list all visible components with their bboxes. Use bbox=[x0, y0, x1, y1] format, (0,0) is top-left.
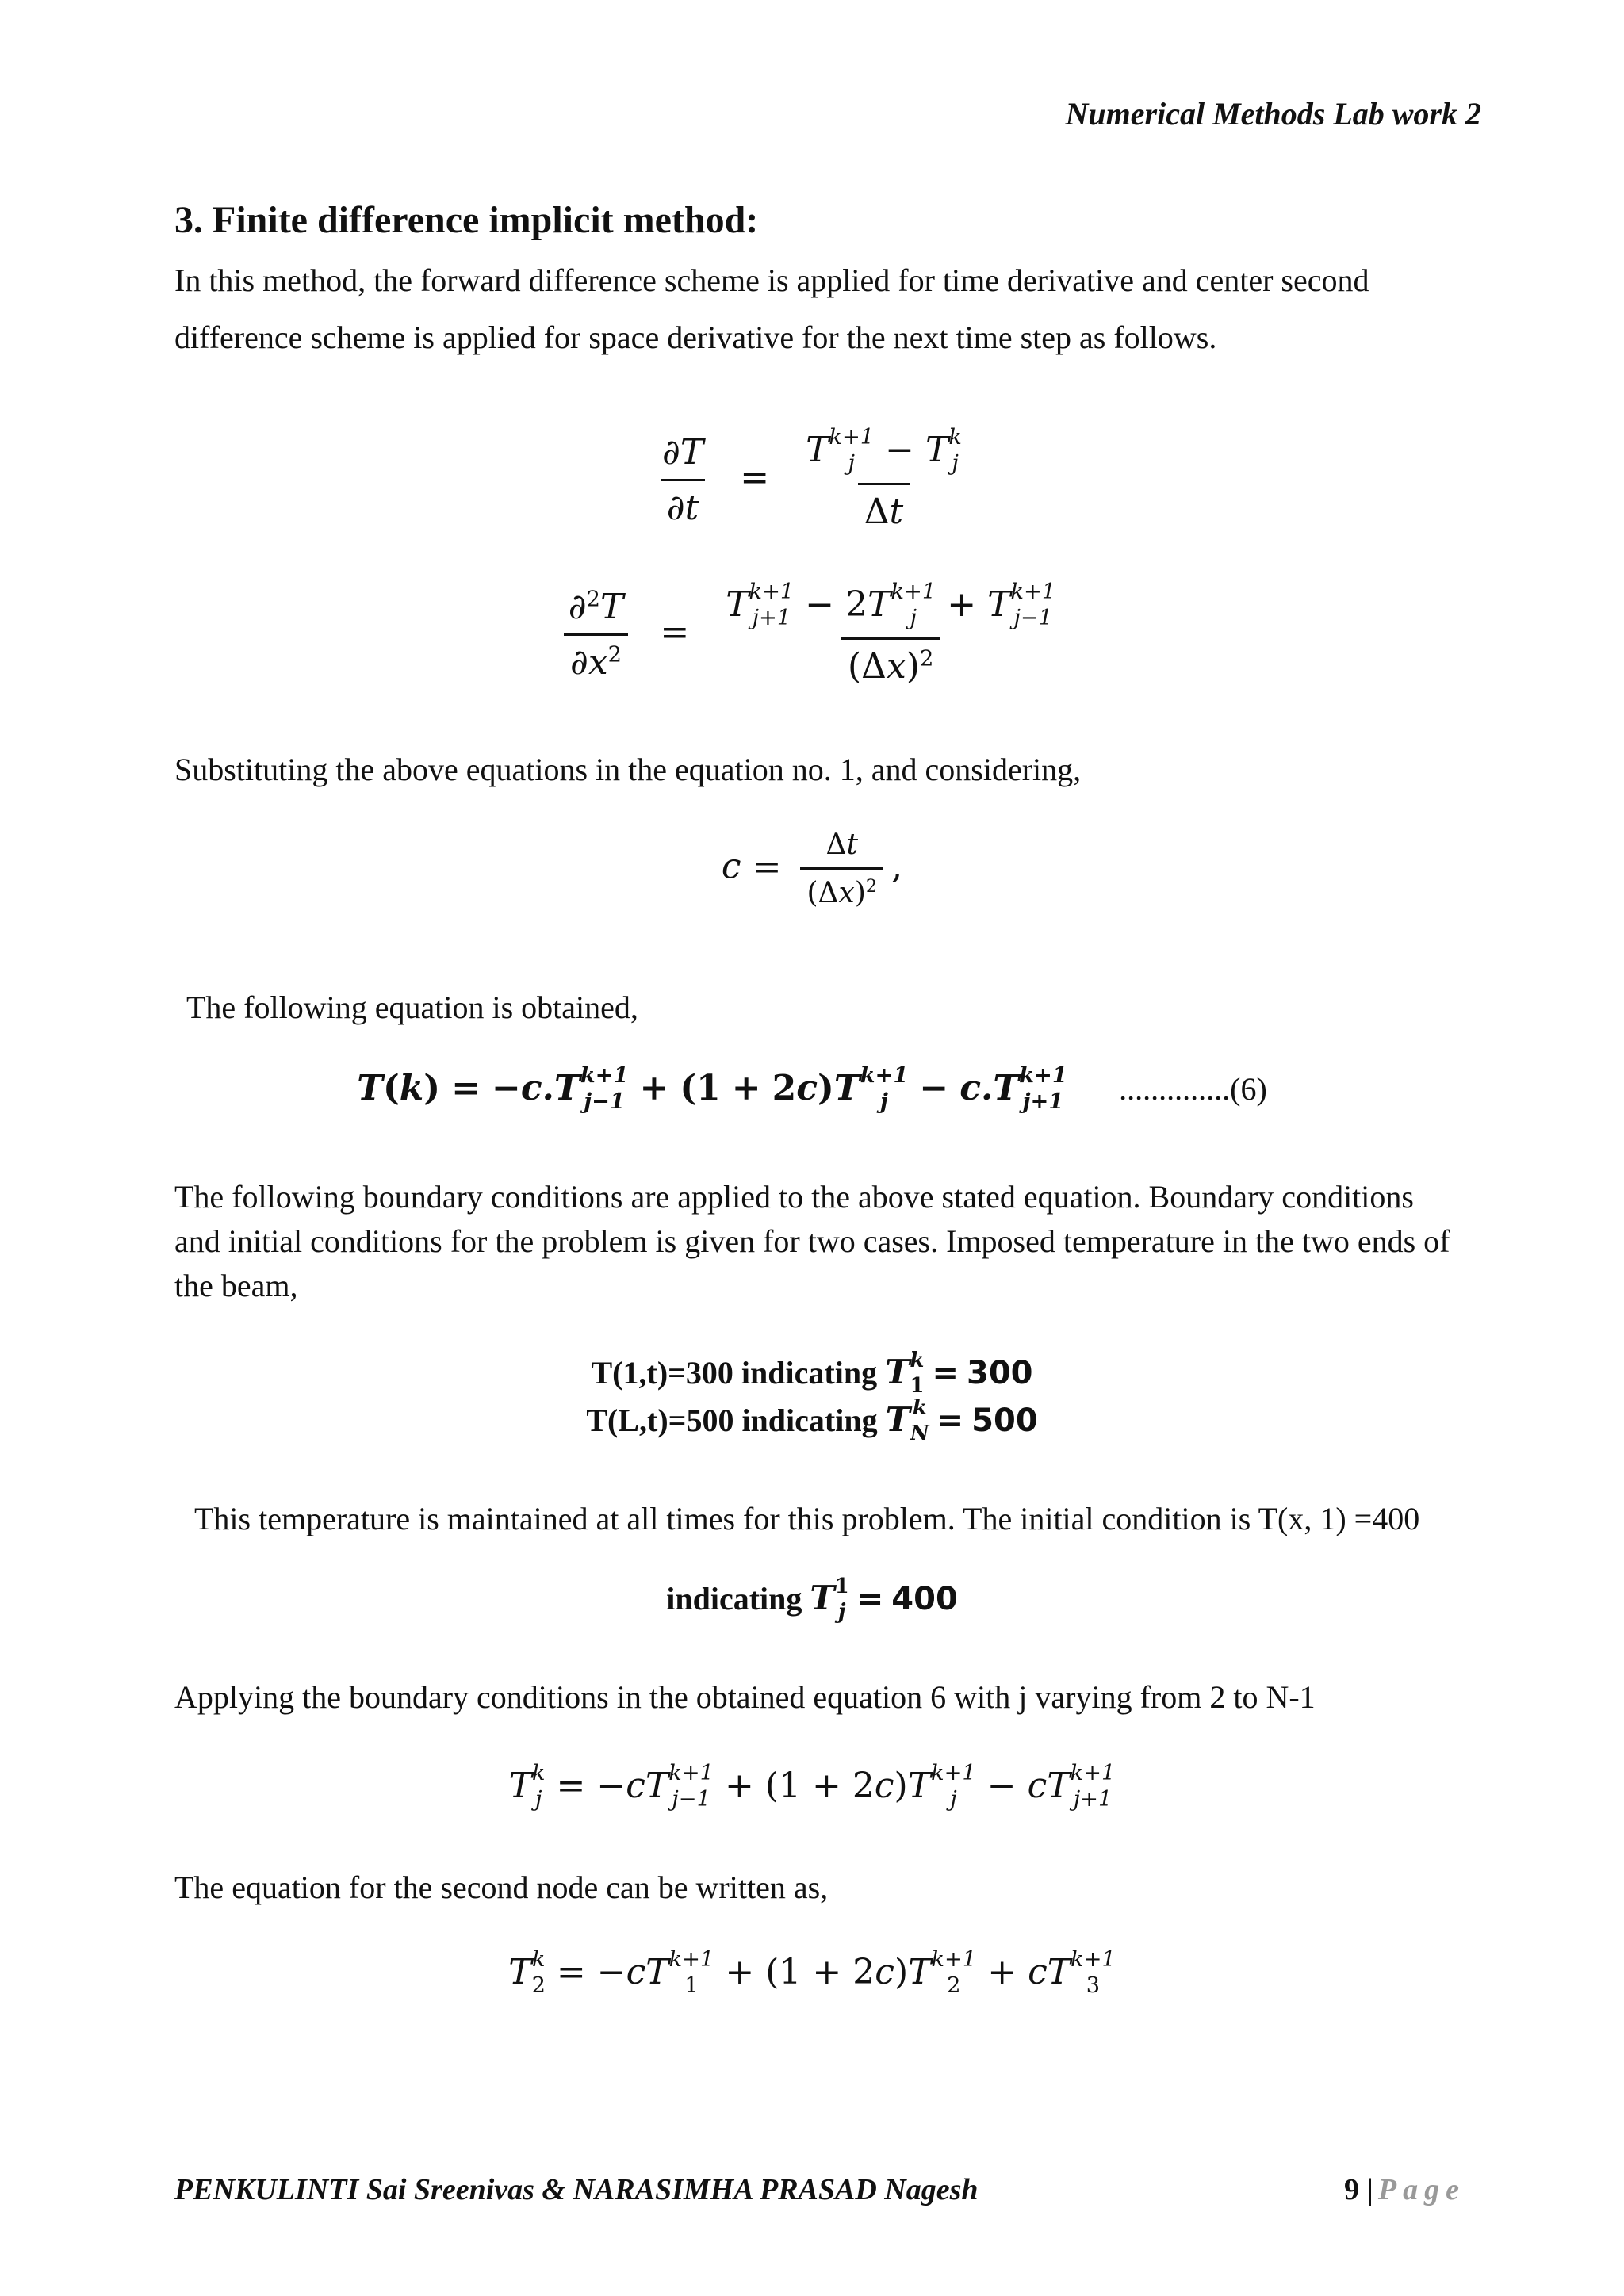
equation-6-label: ..............(6) bbox=[1119, 1070, 1267, 1107]
header-title: Numerical Methods Lab work 2 bbox=[1065, 96, 1481, 132]
equation-c-definition: c = $\frac{\Delta t}{(\Delta x)^2}$ , bbox=[721, 828, 903, 909]
equation-time-derivative: $\frac{\partial T}{\partial t}$ = T k+1 j − T k j Δt bbox=[0, 428, 1624, 532]
bc2-value: 500 bbox=[971, 1402, 1038, 1440]
footer-authors: PENKULINTI Sai Sreenivas & NARASIMHA PRASAD Nagesh bbox=[174, 2173, 979, 2206]
initial-condition: indicating T 1 j = 400 bbox=[666, 1575, 958, 1624]
equation-second-node: T k 2 = −cT k+1 1 + (1 + 2c)T k+1 2 + cT k+1 3 bbox=[508, 1947, 1116, 1999]
page-label: Page bbox=[1377, 2173, 1465, 2206]
paragraph-substituting: Substituting the above equations in the equation no. 1, and considering, bbox=[174, 752, 1082, 787]
paragraph-intro: In this method, the forward difference scheme is applied for time derivative and center second difference scheme is applied for space derivative for the next time step as follows. bbox=[174, 262, 1369, 355]
ic-value: 400 bbox=[891, 1581, 958, 1618]
bc2-text: T(L,t)=500 indicating bbox=[586, 1402, 878, 1439]
paragraph-initial-condition: This temperature is maintained at all times for this problem. The initial condition is T(x, 1) =400 bbox=[194, 1501, 1420, 1536]
paragraph-boundary-conditions: The following boundary conditions are applied to the above stated equation. Boundary conditions and initial conditions for the problem is given for two cases. Imposed temperature in the two ends of the beam, bbox=[174, 1179, 1450, 1303]
equation-space-derivative: $\frac{\partial^2T}{\partial x^2}$ = T k+1 j+1 − 2T k+1 j + T k+1 j−1 $(\Delta x)^2$ bbox=[0, 583, 1624, 687]
page-number: 9 bbox=[1344, 2173, 1360, 2206]
paragraph-applying: Applying the boundary conditions in the obtained equation 6 with j varying from 2 to N-1 bbox=[174, 1679, 1316, 1715]
equation-general-node: T k j = −cT k+1 j−1 + (1 + 2c)T k+1 j − cT k+1 j+1 bbox=[508, 1761, 1116, 1812]
bc1-value: 300 bbox=[967, 1355, 1033, 1392]
equation-6: T(k) = −c.T k+1 j−1 + (1 + 2c)T k+1 j − c.T k+1 j+1 ..............(6) bbox=[357, 1062, 1267, 1115]
section-title: 3. Finite difference implicit method: bbox=[174, 199, 759, 241]
paragraph-second-node: The equation for the second node can be written as, bbox=[174, 1869, 829, 1905]
bc1-text: T(1,t)=300 indicating bbox=[591, 1355, 878, 1391]
boundary-condition-1: T(1,t)=300 indicating T k 1 = 300 bbox=[591, 1349, 1033, 1399]
ic-text: indicating bbox=[666, 1581, 802, 1617]
footer-page: 9 | Page bbox=[1344, 2173, 1465, 2206]
boundary-condition-2: T(L,t)=500 indicating T k N = 500 bbox=[586, 1396, 1038, 1446]
paragraph-obtained: The following equation is obtained, bbox=[186, 989, 638, 1025]
